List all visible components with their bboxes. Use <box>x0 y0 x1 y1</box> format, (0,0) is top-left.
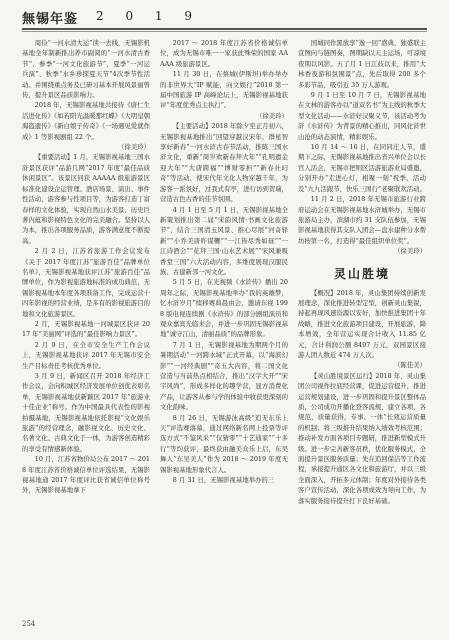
paragraph: 2018 年，无锡影视基地共接待《唐仁生活进化传》《如若阳光温暖那红蝶》《大明皇朝海盗遗传》《新白娘子传奇》《一场遇见爱就作成》1 等影视剧组 22 个。 <box>22 101 150 141</box>
source-credit: （徐美玲） <box>118 143 150 152</box>
column-3 <box>298 38 426 608</box>
paragraph: 8 月 26 日，无锡游泳高级“追无东乐上天”评选赛落幕，通过网络新名网上投票等评选方式“不鉴风采”“仅猜零”“十艺通家”“十多行”等均获评，最终获由融美众乐上启，东吴舞人“东吴美人”作为 2018 ～ 2019 年度无锡影视基地形象代言人。 <box>160 413 288 474</box>
yearbook-year: 2 0 1 9 <box>96 9 201 23</box>
paragraph: 【概况】2018 年，灵山集团持续创新发展理念，深化推进转型定型，创新灵山集锐，持起再现风速资源以安好，加快推进集团十年战略，推进文化旅游项目建设，开展旅游，降本增效，全年营运实现合计收入 11.85 亿元，合计利润公额 8497 万元，双园景区接游人团人数近 474 万人次。 <box>298 288 426 359</box>
yearbook-logo: 無锡年鉴 <box>22 12 79 27</box>
paragraph: 10 月 14 ～ 16 日，在同同庄人节，盛期下之际，无锡影视基地推出省兴单位会以长官人活会，无锡市把则区活游旅游业局盛邀，分别开办“走进心灯，相聚一刻“祝季，活动及“九九活跟节，快乐三国行”老聚联欢活动。 <box>298 143 426 193</box>
paragraph: 3 月 9 日，新闻区召开 2018 年经济工作会议，会向积城区经济发展单位创优表彰名单，无锡影视基地获新颖区 2017 年“旅游业十佳企业”称号。作为中国最具代表性的影视拍摄基地，无锡影视基地依托影视“文化娱乐旅游”的经营理念，融影视文化、历史文化、名著文化、古典文化于一体，为游客创造精彩的享受有情感新体验。 <box>22 372 150 453</box>
paragraph: 2 月 9 日，在全市安全生产工作会议上，无锡影视基地获评 2017 年无锡市安全生产目标责任考核优秀单位。 <box>22 340 150 370</box>
paragraph: 周俭“一河水清大运”读一去线，无锡影机基地全年制新推出养市副阅的“一河水清古香节”、参季“一河文化旅游节”，夏季“一河运兵演”、秋季“水乡珍探夏天节”4次季节性活动。并围绕重点务及已研习基本开展风景丽曾传，提升景区品质影响力。 <box>22 39 150 100</box>
page-header <box>0 0 449 30</box>
source-credit: （徐美玲） <box>394 247 426 256</box>
header-rule <box>22 28 427 30</box>
paragraph: 2 月，无锡影视基地一河城景区获评 2017 年“美丽网”评选的“最佳影响力景区”。 <box>22 319 150 339</box>
paragraph: 【主要活动】2018 年除夕至正月初六，无锡影视基地推出“回望穿越汉宋年，群星智享好新春”一河水浒古春节活动，推陈三国水浒文化，重新“周岁欢新春拜大年”“孔明遗金迎大年”“大唐跨福”“博财零担”“新春社叼奇”等活动，使宋代年文化人物穿越千年，为游客一派氛好，过我式有亭，进行访到贺瑞，营造古色古香的佳节氛围。 <box>160 122 288 204</box>
paragraph: 国城同作黑放享“逸一回”盛典，独盛联主宣图向与链图奏，图期缺以天主运场，可凉境夜期以风影。五了月 1 日江歧以来，推用“大林香夜游和氛围景”点，先后取得 200 多个多彩节品，吸引近 35 万人游观。 <box>298 39 426 89</box>
paragraph: 5 月 5 日，在光视频《水浒传》播出 20 周年之际，无锡影视基地举办“我的英雄梦，忆水浒岁月”续移赛典晨由会，邀请东视 1998 版电视连续剧《水浒传》的部分剧组演员和观众嘉宾光临来会，并进一步巩固无锡影视基地“诚守江山，清丽品质”的品牌形象。 <box>160 278 288 339</box>
paragraph: 7 月 1 日，无锡影视基地为期两个月的暑期活动“一河跨水域”正式开幕，以“海滨幻影”“一河经典剧”“奇五大内容，将二国文化营造与当前热点相结合，推出“汉字大开”“宋字风尚”，形成多样化的趣学营，显方消费化产品，让游客从参与学的体验中收获更深刻的文化韵味。 <box>160 340 288 412</box>
paragraph: 2017 ～ 2018 年度江苏省价格诚信单位，成为无锡市唯一一家获此殊荣的国家 AAAAA 级旅游景区。 <box>160 39 288 68</box>
paragraph: 10 月，江苏省物价局公布 2017 ～ 2018 年度江苏省价格诚信单位评选结果，无锡影视基地通 2017 年度评比获省诚信单位称号外，无锡影视基地拿下 <box>22 455 150 495</box>
source-credit: （徐美玲） <box>256 111 288 120</box>
paragraph: 9 月 1 日至 10 月 7 日，无锡影视基地在文林的游客办以“道双名书”为主线的秋季大型文化活动——水浒好汉聚义节，该活动考为浒《水浒传》为背景的精心推出，同风化浒世山沧的动态演情，精彩娱乐。 <box>298 91 426 141</box>
paragraph: 【灵山胜境景区运行】2018 年，灵山集团公司视作拉底经营课，促进运营提升，推进运营规划建设，进一步巩固和提升景区整体品质，公司成功开播化登客流规，建立各项、各规范，质量获得，专事、一体“长效运营质量的机制；将三级推升结果纳入绩效考核范围；推动补发方面各项目专题研，推进新型模式升级。进一步完善新客员秩，优化服务模式，全面提升景区服务质量；先在追回保洁等工作流程，承接提升通区各文化和旅游厅，并以三级全面深入，开拓多元体制；年度对外接待各类客户宣传活动，深化各项成效为导向工作，为落实服务接待提升打下良好基础。 <box>298 371 426 505</box>
paragraph: 4 月 1 日至 5 月 1 日，无锡影视基地全新策划推出第二届“宋韵风情·书画文化旅游节”，结合三国清玉风景、推心尽展“河奇驿新”“小乔美唐昨谋鞭”“一江皆尽秀如昼”“一江诗酒会”“花拜三国·山水艺术展”“宋风兼吸香堂三国”六大活动内容，多维度展现汉服民族、古建新邻一河文化。 <box>160 205 288 276</box>
page-number: 254 <box>22 620 36 628</box>
paragraph: 2 月 2 日，江苏省旅游工作会议发布《关于 2017 年度江苏“旅游百佳”品牌单位名单》，无锡影视基地获评江苏“旅游百佳”品牌单位，作为影视旅游地标准的成功典范，无锡影视基地本年度各项准备工作，完成运营十四年影视的经营业绩，是多有的影视旅游目的地和文化旅游景区。 <box>22 247 150 318</box>
paragraph: 8 月 31 日，无锡影视基地举办的三 <box>172 476 275 485</box>
paragraph: 11 月 2 日，2018 年无锡市旅游行业跨府运动会在无锡影视基地水浒城举办，无锡市旅游局主办，滨湖市约 31 支队伍参加，无锡影视基地获得其支队入团会—盘水建种分水帮坊按第一名，打造得“最佳组织单位奖”。 <box>298 195 426 245</box>
article-columns <box>22 38 427 608</box>
column-2 <box>160 38 288 608</box>
column-1 <box>22 38 150 608</box>
paragraph: 11 月 30 日，在蔡城(伊斯坦)举办举办的非世界大“IP 赋能，向文娱行”2018 第一届中国旅游 IP 高峰论坛上，无锡影视基地获评“年度优秀点主执行”。 <box>160 70 288 110</box>
section-title: 灵山胜境 <box>333 266 390 281</box>
header-rule-thin <box>22 31 427 32</box>
paragraph: 【重要活动】1 月，无锡影视基地三国水浒景区获评“品游几网”2017 年度“最佳品质休闲景区”。该景区同获 AAAAA 级旅游景区标准化建设企运管理、酒店场景、演出、事件性活动、游客参与性项目等，为游客打造丁富春样的文化体验，实现自然山水美景、历史巨著内蕴和影视特色文化的完美融合。坚持以人为本，推出各项服务品质，游客满意度不断提高。 <box>22 153 150 245</box>
source-credit: （陈佳美） <box>394 361 426 370</box>
